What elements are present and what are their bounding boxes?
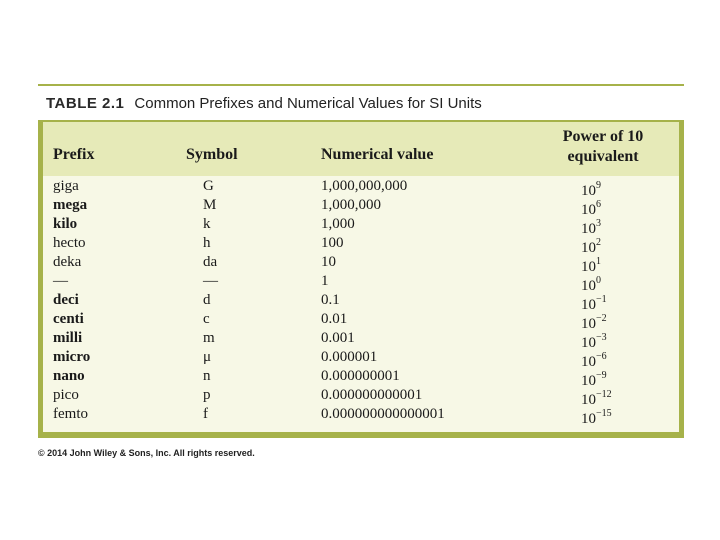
power-exponent: −9 [596, 370, 607, 381]
table-row [43, 310, 679, 332]
cell-prefix: mega [53, 197, 88, 213]
cell-prefix: nano [53, 368, 85, 384]
power-base: 10 [581, 221, 596, 237]
cell-symbol: — [203, 273, 218, 289]
table-row [43, 405, 679, 427]
cell-prefix: centi [53, 311, 84, 327]
table-row [43, 272, 679, 294]
power-base: 10 [581, 278, 596, 294]
cell-symbol: μ [203, 349, 212, 365]
power-base: 10 [581, 392, 596, 408]
cell-value: 0.000000000001 [321, 387, 423, 403]
cell-prefix: pico [53, 387, 79, 403]
column-header-symbol: Symbol [186, 146, 238, 163]
column-header-power [543, 127, 663, 167]
table-row [43, 348, 679, 370]
power-base: 10 [581, 297, 596, 313]
cell-symbol: h [203, 235, 211, 251]
column-header-prefix: Prefix [53, 146, 95, 163]
power-exponent: 3 [596, 218, 601, 229]
cell-prefix: deci [53, 292, 79, 308]
table-row [43, 177, 679, 199]
table-number: TABLE 2.1 [46, 95, 125, 112]
cell-value: 0.000000000000001 [321, 406, 445, 422]
power-base: 10 [581, 373, 596, 389]
power-exponent: 2 [596, 237, 601, 248]
power-exponent: 6 [596, 199, 601, 210]
table-row [43, 196, 679, 218]
table-row [43, 329, 679, 351]
column-header-value: Numerical value [321, 146, 434, 163]
power-base: 10 [581, 335, 596, 351]
table-frame [38, 84, 684, 438]
caption-text [42, 88, 680, 120]
cell-value: 0.001 [321, 330, 355, 346]
power-exponent: −1 [596, 294, 607, 305]
table-row [43, 215, 679, 237]
cell-value: 0.000000001 [321, 368, 400, 384]
power-base: 10 [581, 411, 596, 427]
power-base: 10 [581, 240, 596, 256]
cell-symbol: G [203, 178, 214, 194]
cell-value: 0.000001 [321, 349, 378, 365]
power-base: 10 [581, 259, 596, 275]
power-header-line1: Power of 10 [562, 128, 644, 145]
cell-symbol: n [203, 368, 211, 384]
cell-symbol: m [203, 330, 215, 346]
cell-prefix: deka [53, 254, 82, 270]
table-body [43, 122, 679, 432]
power-exponent: −15 [596, 408, 612, 419]
cell-symbol: M [203, 197, 217, 213]
power-base: 10 [581, 183, 596, 199]
power-exponent: 1 [596, 256, 601, 267]
cell-prefix: — [53, 273, 68, 289]
cell-value: 1,000,000 [321, 197, 381, 213]
table-header-row [43, 122, 679, 176]
cell-power [581, 405, 612, 429]
power-exponent: 0 [596, 275, 601, 286]
table-row [43, 234, 679, 256]
cell-value: 0.01 [321, 311, 348, 327]
cell-value: 100 [321, 235, 344, 251]
cell-symbol: k [203, 216, 211, 232]
cell-value: 1,000,000,000 [321, 178, 408, 194]
cell-symbol: da [203, 254, 218, 270]
cell-value: 10 [321, 254, 336, 270]
cell-value: 0.1 [321, 292, 340, 308]
cell-prefix: femto [53, 406, 88, 422]
cell-value: 1,000 [321, 216, 355, 232]
copyright-notice: © 2014 John Wiley & Sons, Inc. All rights reserved. [38, 448, 255, 458]
power-exponent: −12 [596, 389, 612, 400]
cell-prefix: kilo [53, 216, 78, 232]
table-caption [38, 84, 684, 120]
power-base: 10 [581, 316, 596, 332]
cell-symbol: c [203, 311, 210, 327]
cell-symbol: p [203, 387, 211, 403]
table-row [43, 367, 679, 389]
power-base: 10 [581, 354, 596, 370]
power-header-line2: equivalent [567, 148, 639, 165]
table-title: Common Prefixes and Numerical Values for SI Units [134, 95, 482, 112]
table-row [43, 253, 679, 275]
cell-value: 1 [321, 273, 329, 289]
power-exponent: −3 [596, 332, 607, 343]
power-exponent: 9 [596, 180, 601, 191]
cell-symbol: d [203, 292, 211, 308]
cell-prefix: hecto [53, 235, 86, 251]
cell-prefix: giga [53, 178, 79, 194]
power-base: 10 [581, 202, 596, 218]
cell-symbol: f [203, 406, 208, 422]
power-exponent: −2 [596, 313, 607, 324]
table-row [43, 291, 679, 313]
table-row [43, 386, 679, 408]
table-rows [43, 177, 679, 427]
cell-prefix: milli [53, 330, 83, 346]
power-exponent: −6 [596, 351, 607, 362]
cell-prefix: micro [53, 349, 91, 365]
